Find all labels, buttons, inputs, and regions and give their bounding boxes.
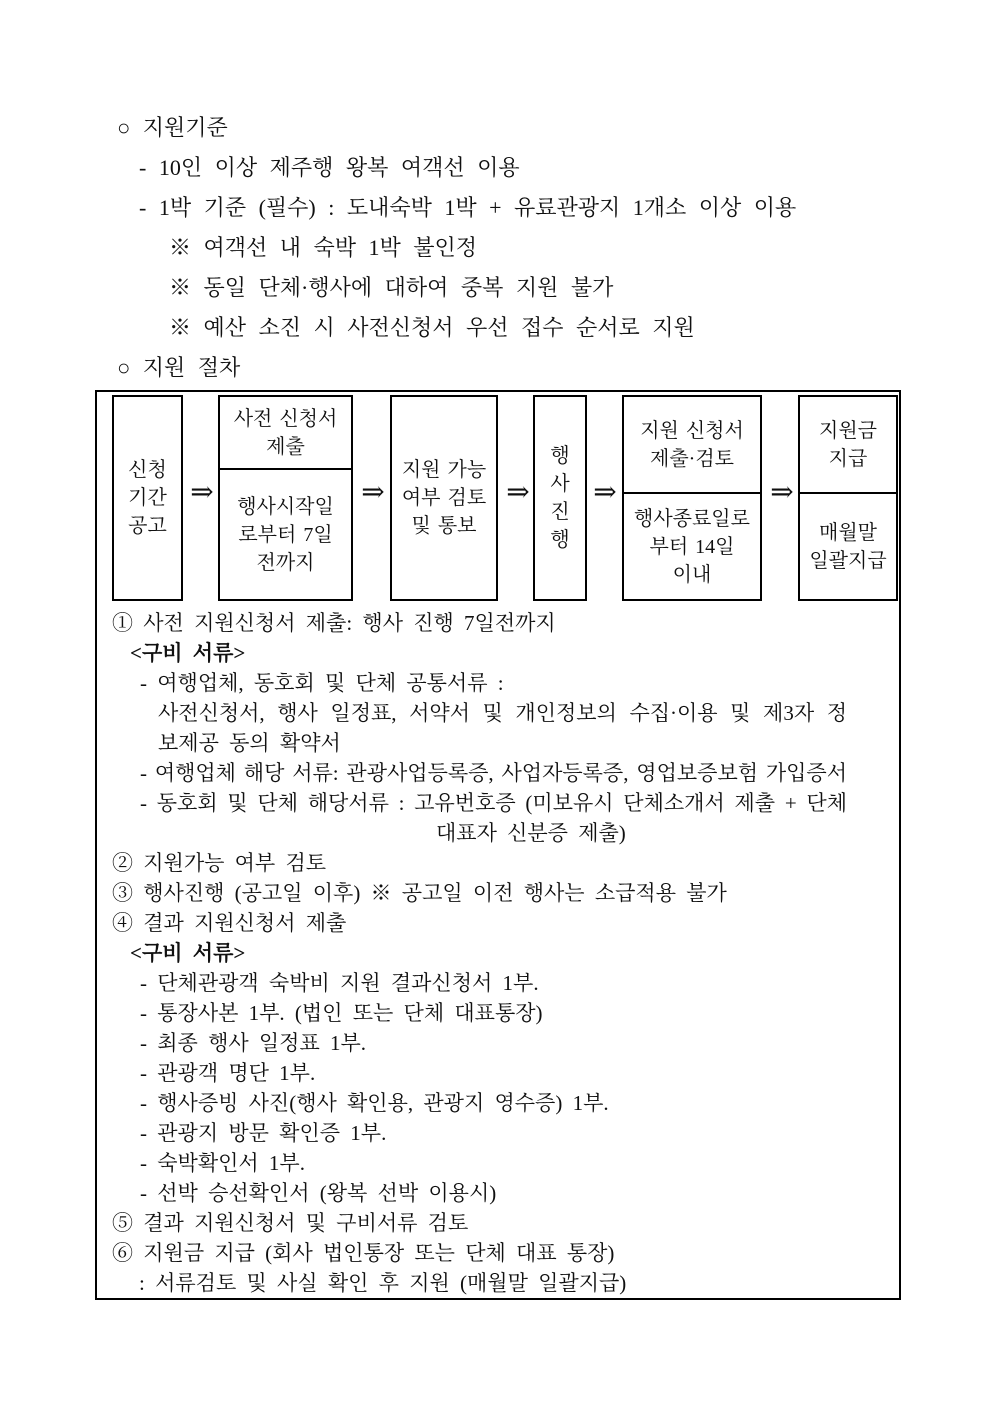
procedure-heading: ○ 지원 절차 [117,355,241,380]
flow-step-line: 지원 가능 [401,459,487,481]
detail-line: ② 지원가능 여부 검토 [112,851,327,875]
detail-line: ① 사전 지원신청서 제출: 행사 진행 7일전까지 [112,611,556,635]
flow-arrow-icon: ⇒ [770,477,794,508]
flow-step-event [533,395,587,601]
flow-step-line: 여부 검토 [401,487,487,509]
flow-step-bottom-cell [624,494,760,599]
flow-arrow-icon: ⇒ [361,477,385,508]
detail-line: <구비 서류> [130,941,246,965]
flow-arrow-icon: ⇒ [190,477,214,508]
flow-step-line: 신청 [128,459,167,481]
flow-step-line: 사 [550,473,570,495]
flow-arrow-icon: ⇒ [506,477,530,508]
procedure-flowchart [97,392,899,606]
flow-step-line: 공고 [128,515,167,537]
flow-step-top-cell [624,397,760,494]
flow-step-line: 지원금 [819,419,877,442]
flow-step-announcement [112,395,183,601]
flow-step-payment [798,395,898,601]
detail-line: ③ 행사진행 (공고일 이후) ※ 공고일 이전 행사는 소급적용 불가 [112,881,727,905]
detail-line: - 숙박확인서 1부. [140,1151,305,1175]
detail-line: 대표자 신분증 제출) [436,821,626,845]
flow-step-line: 지원 신청서 [640,419,744,442]
criteria-note: ※ 여객선 내 숙박 1박 불인정 [169,235,478,260]
flow-step-line: 매월말 [819,521,877,544]
detail-line: <구비 서류> [130,641,246,665]
detail-line: - 관광지 방문 확인증 1부. [140,1121,387,1145]
flow-step-line: 제출·검토 [650,447,734,470]
detail-line: - 동호회 및 단체 해당서류 : 고유번호증 (미보유시 단체소개서 제출 + 단체 [140,791,847,815]
detail-line: - 관광객 명단 1부. [140,1061,316,1085]
flow-step-review-notify [390,395,498,601]
flow-arrow-icon: ⇒ [593,477,617,508]
flow-step-line: 사전 신청서 [233,407,338,430]
detail-line: - 최종 행사 일정표 1부. [140,1031,367,1055]
criteria-section [0,108,992,388]
criteria-note: ※ 동일 단체·행사에 대하여 중복 지원 불가 [169,275,614,300]
flow-step-line: 지급 [828,447,868,470]
flow-step-top-cell [800,397,896,494]
detail-line: - 행사증빙 사진(행사 확인용, 관광지 영수증) 1부. [140,1091,609,1115]
flow-step-line: 일괄지급 [809,549,887,572]
detail-line: ⑤ 결과 지원신청서 및 구비서류 검토 [112,1211,469,1235]
flow-step-line: 행사시작일 [237,495,334,518]
procedure-details [97,608,899,1298]
flow-step-top-cell [220,397,351,470]
flow-step-bottom-cell [220,470,351,599]
detail-line: ④ 결과 지원신청서 제출 [112,911,347,935]
criteria-heading: ○ 지원기준 [117,115,228,140]
flow-step-final-application [622,395,762,601]
flow-step-line: 진 [550,501,570,523]
flow-step-line: 로부터 7일 [238,523,333,546]
detail-line: - 통장사본 1부. (법인 또는 단체 대표통장) [140,1001,543,1025]
flow-step-line: 행 [550,529,570,551]
flow-step-pre-application [218,395,353,601]
flow-step-line: 이내 [672,563,712,586]
criteria-bullet: - 10인 이상 제주행 왕복 여객선 이용 [139,155,520,180]
flow-step-line: 제출 [266,435,305,458]
flow-step-line: 기간 [128,487,167,509]
criteria-bullet: - 1박 기준 (필수) : 도내숙박 1박 + 유료관광지 1개소 이상 이용 [139,195,797,220]
detail-line: 사전신청서, 행사 일정표, 서약서 및 개인정보의 수집·이용 및 제3자 정 [158,701,847,725]
detail-line: - 단체관광객 숙박비 지원 결과신청서 1부. [140,971,539,995]
flow-step-line: 전까지 [256,551,315,574]
detail-line: - 선박 승선확인서 (왕복 선박 이용시) [140,1181,497,1205]
flow-step-line: 및 통보 [411,515,477,537]
procedure-box [95,390,901,1300]
detail-line: - 여행업체 해당 서류: 관광사업등록증, 사업자등록증, 영업보증보험 가입증서 [140,761,847,785]
flow-step-line: 부터 14일 [649,535,735,558]
detail-line: - 여행업체, 동호회 및 단체 공통서류 : [140,671,504,695]
detail-line: 보제공 동의 확약서 [158,731,341,755]
criteria-note: ※ 예산 소진 시 사전신청서 우선 접수 순서로 지원 [169,315,695,340]
flow-step-line: 행사종료일로 [634,507,750,530]
flow-step-line: 행 [550,445,570,467]
detail-line: ⑥ 지원금 지급 (회사 법인통장 또는 단체 대표 통장) [112,1241,615,1265]
detail-line: : 서류검토 및 사실 확인 후 지원 (매월말 일괄지급) [139,1271,627,1295]
flow-step-bottom-cell [800,494,896,599]
